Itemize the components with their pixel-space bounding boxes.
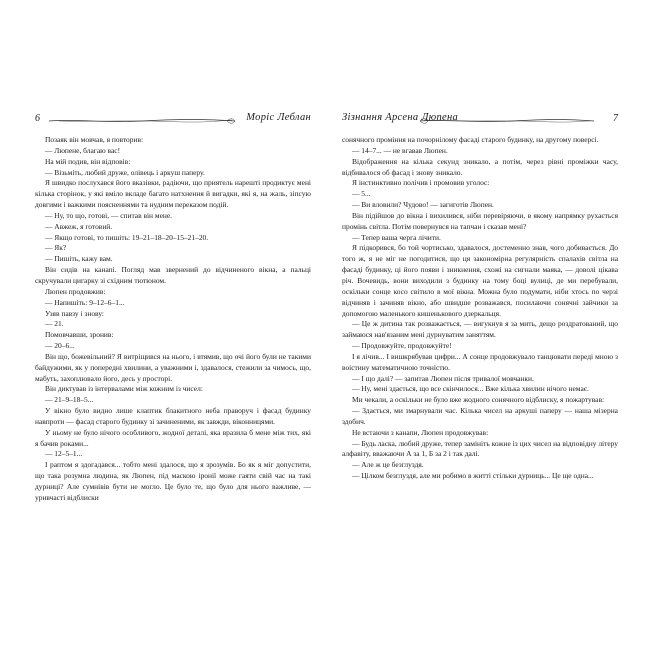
paragraph: — Цілком безглуздя, але ми робимо в житті стільки дурниць... Це ще одна... <box>352 471 594 481</box>
paragraph: — Здається, ми змарнували час. Кілька чисел на аркуші паперу — наша мізерна здобич. <box>342 406 618 426</box>
paragraph: І я лічив... І вишкрябував цифри... А сонце продовжувало танцювати переді мною з воістину математичною точністю. <box>342 351 618 372</box>
paragraph: Узяв павзу і знову: <box>45 308 105 318</box>
paragraph: — І що далі? — запитав Люпен після тривалої мовчанки. <box>352 373 534 383</box>
left-page <box>35 113 311 504</box>
paragraph: — Тепер ваша черга лічити. <box>352 232 441 242</box>
paragraph: — 21. <box>45 319 64 329</box>
paragraph: — Люпене, благаю вас! <box>45 145 121 155</box>
right-page-number: 7 <box>613 113 618 124</box>
paragraph: — Продовжуйте, продовжуйте! <box>352 341 452 351</box>
paragraph: На мій подив, він відповів: <box>45 156 131 166</box>
paragraph: У вікно було видно лише клаптик блакитного неба праворуч і фасад будинку навпроти — фасад старого будинку зі зачиненими, як завжди, віконницями. <box>35 406 311 426</box>
right-running-head <box>342 113 618 127</box>
paragraph: — Ви вловили? Чудово! — загиготів Люпен. <box>352 200 494 210</box>
paragraph: Він диктував із інтервалами між кожним із чисел: <box>45 384 203 394</box>
paragraph: — Це ж дитина так розважається, — вигукнув я за мить, дещо роздратований, що займаюся нав'язаним мені дурнуватим заняттям. <box>342 319 618 340</box>
paragraph: Я підкорився, бо той чортисько, здавалося, достеменно знав, чого добивається. До того ж, я не міг не погодитися, що ця закономірна регулярність спалахів світла на фасаді будинку, ці його появи і зникнення, схожі на сигнали маяка, — доволі цікава річ. Вочевидь, вони виходили з будинку на тому боці вулиці, де ми перебували, оскільки сонце косо світило в мої вікна. Можна було подумати, ніби хтось по черзі відчиняв і зачиняв вікно, або швидше розважався, посилаючи сонячні зайчики за допомогою маленького кишенькового дзеркальця. <box>342 243 618 318</box>
paragraph: І раптом я здогадався... тобто мені здалося, що я зрозумів. Бо як я міг допустити, що така розумна людина, як Люпен, під маскою іронії може гаяти свій час на такі дурниці? Але сумнівів бути не могло. Це було те, що було для нього важливе, — уривчасті відблиски <box>35 460 311 502</box>
paragraph: У ньому не було нічого особливого, жодної деталі, яка вразила б мене між тих, які я бачив роками... <box>35 427 311 448</box>
paragraph: — Ну, мені здається, що все скінчилося... Вже кілька хвилин нічого немає. <box>352 384 589 394</box>
left-running-head <box>35 113 311 127</box>
paragraph: Помовчавши, зронив: <box>45 330 114 340</box>
paragraph: — Будь ласка, любий друже, тепер замініть кожне із цих чисел на відповідну літеру алфавіту, вважаючи А за 1, Б за 2 і так далі. <box>342 438 618 459</box>
paragraph: — 21–9–18–5... <box>45 395 94 405</box>
paragraph: — 5... <box>352 189 371 199</box>
left-running-head-title: Моріс Леблан <box>246 112 311 123</box>
right-page <box>342 113 618 482</box>
paragraph: Він підійшов до вікна і вихилився, ніби перевіряючи, в якому напрямку рухається промінь світла. Потім повернувся на тапчан і сказав мені? <box>342 210 618 231</box>
right-page-text <box>342 135 618 482</box>
paragraph: — Але ж це безглуздя. <box>352 460 424 470</box>
paragraph: Відображення на кілька секунд зникало, а потім, через рівні проміжки часу, відбивалося об фасад і знову зникало. <box>342 156 618 177</box>
right-running-head-title: Зізнання Арсена Люпена <box>342 112 459 123</box>
paragraph: — Візьміть, любий друже, олівець і аркуш паперу. <box>45 167 205 177</box>
paragraph: сонячного проміння на почорнілому фасаді старого будинку, на другому поверсі. <box>342 135 599 144</box>
paragraph: Позаяк він мовчав, я повторив: <box>45 135 144 144</box>
paragraph: Я швидко послухався його вказівки, радіючи, що приятель нарешті продиктує мені кілька сторінок, у які вміло вкладе багато натхнення й вигадки, які я, на жаль, зіпсую довгими і важкими поясненнями та нудним переказом подій. <box>35 178 311 210</box>
paragraph: — Ну, то що, готові, — спитав він мене. <box>45 210 173 220</box>
paragraph: — 14–7... — не вгавав Люпен. <box>352 145 448 155</box>
left-page-number: 6 <box>35 113 40 124</box>
paragraph: — Авжеж, я готовий. <box>45 221 113 231</box>
paragraph: — Напишіть: 9–12–6–1... <box>45 297 125 307</box>
paragraph: — 20–6... <box>45 341 75 351</box>
paragraph: — Якщо готові, то пишіть: 19–21–18–20–15–21–20. <box>45 232 209 242</box>
paragraph: Люпен продовжив: <box>45 286 106 296</box>
left-flourish-ornament <box>47 116 237 126</box>
paragraph: — 12–5–1... <box>45 449 83 459</box>
paragraph: Ми чекали, а оскільки не було вже жодного сонячного відблиску, я пожартував: <box>352 395 605 405</box>
paragraph: — Пишіть, кажу вам. <box>45 254 113 264</box>
paragraph: Я інстинктивно полічив і промовив уголос: <box>352 178 490 188</box>
paragraph: — Як? <box>45 243 67 253</box>
paragraph: Він що, божевільний? Я витріщився на нього, і втямив, що очі його були не такими байдужими, як у попередні хвилини, а уважними і, здавалося, стежили за чимось, що, мабуть, захоплювало його, десь у просторі. <box>35 351 311 383</box>
right-flourish-ornament <box>418 116 596 126</box>
paragraph: Він сидів на канапі. Погляд мав звернений до відчиненого вікна, а пальці скручували цигарку зі східним тютюном. <box>35 265 311 285</box>
paragraph: Не встаючи з канапи, Люпен продовжував: <box>352 427 489 437</box>
left-page-text <box>35 135 311 504</box>
